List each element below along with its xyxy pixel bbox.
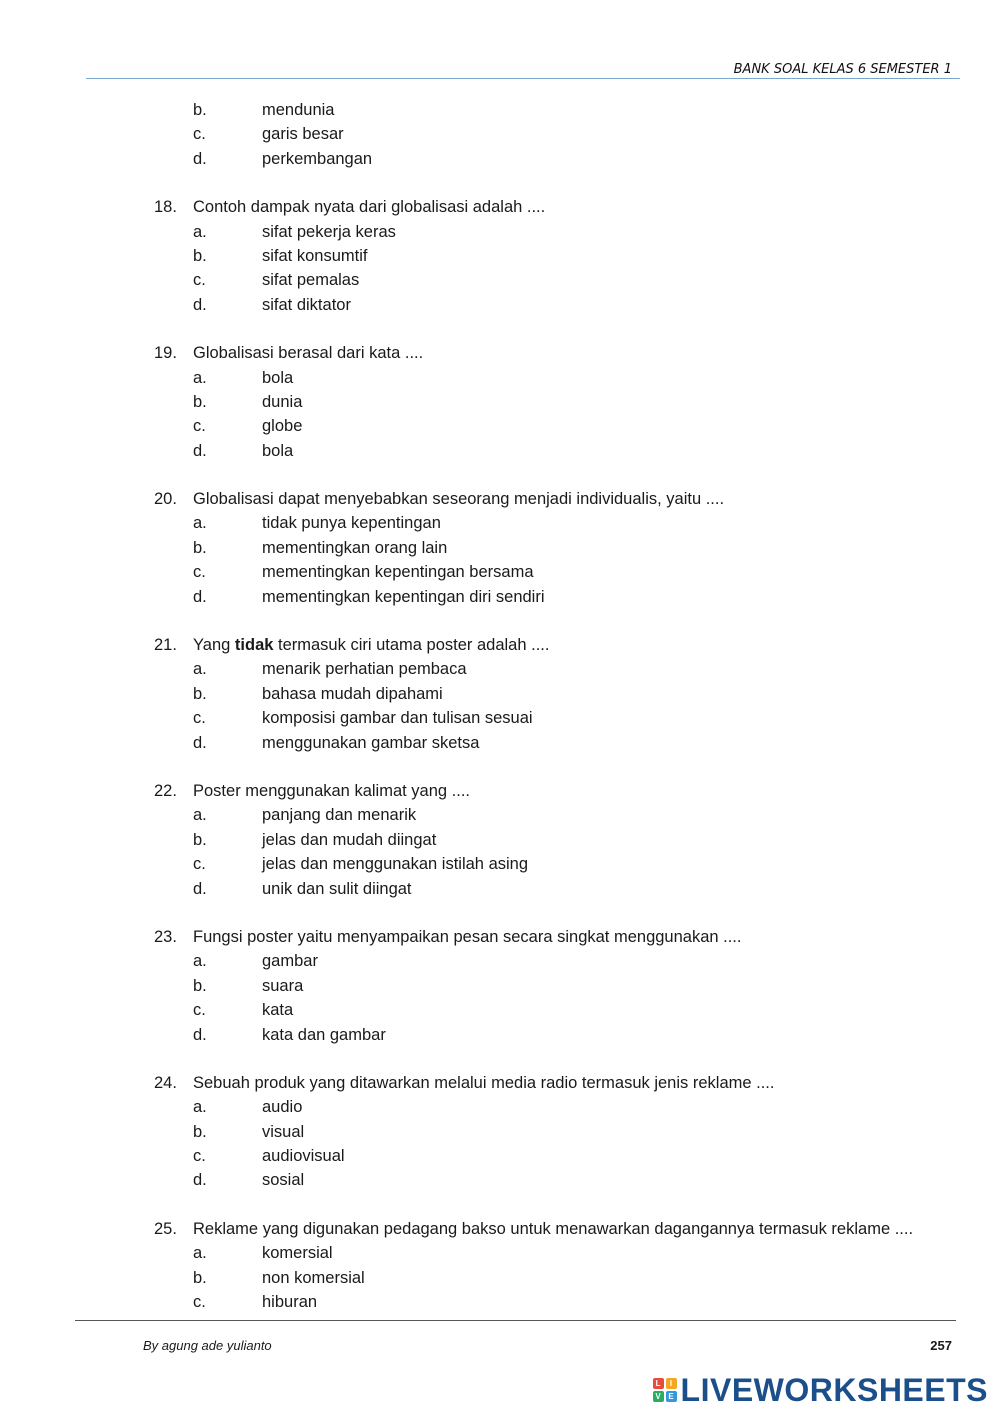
option-text: sosial (262, 1171, 305, 1190)
option-row (0, 828, 1000, 852)
option-letter: d. (193, 1171, 207, 1190)
option-row (0, 585, 1000, 609)
option-row (0, 1290, 1000, 1314)
option-letter: d. (193, 441, 207, 460)
option-row (0, 1168, 1000, 1192)
option-row (0, 949, 1000, 973)
option-text: audio (262, 1098, 303, 1117)
option-letter: d. (193, 149, 207, 168)
option-row (0, 1144, 1000, 1168)
question-text: Globalisasi dapat menyebabkan seseorang menjadi individualis, yaitu .... (193, 490, 725, 509)
liveworksheets-logo-icon (653, 1378, 677, 1402)
question-stem (0, 195, 1000, 219)
option-letter: c. (193, 1147, 206, 1166)
option-text: suara (262, 976, 304, 995)
page-header-title: BANK SOAL KELAS 6 SEMESTER 1 (733, 62, 952, 77)
question-stem (0, 341, 1000, 365)
option-row (0, 414, 1000, 438)
question-text: Contoh dampak nyata dari globalisasi adalah .... (193, 198, 546, 217)
question-text (193, 633, 549, 657)
continued-options (0, 98, 1000, 171)
option-text: visual (262, 1122, 305, 1141)
option-text: hiburan (262, 1293, 318, 1312)
option-letter: a. (193, 952, 207, 971)
question-20 (0, 487, 1000, 609)
question-text: Fungsi poster yaitu menyampaikan pesan secara singkat menggunakan .... (193, 927, 742, 946)
option-letter: c. (193, 855, 206, 874)
option-text: sifat diktator (262, 295, 351, 314)
option-row (0, 390, 1000, 414)
option-letter: a. (193, 222, 207, 241)
option-letter: d. (193, 1025, 207, 1044)
stem-emphasis: tidak (234, 636, 274, 655)
option-text: kata (262, 1001, 294, 1020)
option-text: mementingkan orang lain (262, 538, 448, 557)
option-row (0, 706, 1000, 730)
option-text: sifat pekerja keras (262, 222, 396, 241)
option-row (0, 511, 1000, 535)
option-text: gambar (262, 952, 318, 971)
option-letter: c. (193, 271, 206, 290)
option-letter: c. (193, 563, 206, 582)
option-letter: a. (193, 660, 207, 679)
option-row (0, 1095, 1000, 1119)
option-letter: c. (193, 1293, 206, 1312)
question-list (0, 98, 1000, 1338)
option-letter: c. (193, 417, 206, 436)
question-24 (0, 1071, 1000, 1193)
option-row (0, 731, 1000, 755)
option-row (0, 560, 1000, 584)
option-row (0, 1241, 1000, 1265)
question-text: Reklame yang digunakan pedagang bakso untuk menawarkan dagangannya termasuk reklame .... (193, 1219, 914, 1238)
question-stem (0, 925, 1000, 949)
option-text: menggunakan gambar sketsa (262, 733, 480, 752)
question-25 (0, 1217, 1000, 1315)
option-letter: b. (193, 538, 207, 557)
option-letter: b. (193, 392, 207, 411)
option-row (0, 974, 1000, 998)
question-stem (0, 1071, 1000, 1095)
option-letter: d. (193, 733, 207, 752)
option-row (0, 439, 1000, 463)
option-letter: d. (193, 879, 207, 898)
option-text: mementingkan kepentingan bersama (262, 563, 534, 582)
option-letter: a. (193, 806, 207, 825)
option-text: mementingkan kepentingan diri sendiri (262, 587, 545, 606)
option-letter: c. (193, 709, 206, 728)
option-row (0, 852, 1000, 876)
question-21 (0, 633, 1000, 755)
question-number: 20. (154, 490, 177, 509)
option-text: panjang dan menarik (262, 806, 417, 825)
question-23 (0, 925, 1000, 1047)
option-letter: b. (193, 1268, 207, 1287)
option-row (0, 147, 1000, 171)
option-letter: b. (193, 976, 207, 995)
option-letter: b. (193, 101, 207, 119)
option-text: tidak punya kepentingan (262, 514, 441, 533)
option-text: bola (262, 441, 294, 460)
option-row (0, 98, 1000, 122)
option-row (0, 244, 1000, 268)
option-text: komersial (262, 1244, 333, 1263)
option-text: sifat pemalas (262, 271, 360, 290)
option-text: bahasa mudah dipahami (262, 684, 443, 703)
footer-author: By agung ade yulianto (143, 1338, 272, 1353)
option-letter: c. (193, 1001, 206, 1020)
option-text: jelas dan mudah diingat (262, 830, 437, 849)
page-number: 257 (930, 1338, 952, 1353)
option-row (0, 998, 1000, 1022)
question-number: 18. (154, 198, 177, 217)
option-letter: c. (193, 125, 206, 144)
question-number: 19. (154, 344, 177, 363)
option-row (0, 293, 1000, 317)
option-text: menarik perhatian pembaca (262, 660, 467, 679)
option-row (0, 803, 1000, 827)
option-text: sifat konsumtif (262, 246, 368, 265)
brand-name: LIVEWORKSHEETS (680, 1371, 988, 1408)
logo-cell: V (653, 1391, 664, 1402)
option-text: mendunia (262, 101, 335, 119)
stem-part-after: termasuk ciri utama poster adalah .... (273, 636, 550, 655)
question-text: Globalisasi berasal dari kata .... (193, 344, 424, 363)
option-text: unik dan sulit diingat (262, 879, 412, 898)
question-text: Poster menggunakan kalimat yang .... (193, 781, 470, 800)
stem-part-before: Yang (193, 636, 235, 655)
question-19 (0, 341, 1000, 463)
option-text: jelas dan menggunakan istilah asing (262, 855, 529, 874)
liveworksheets-brand[interactable] (653, 1372, 988, 1408)
question-number: 24. (154, 1073, 177, 1092)
question-stem (0, 779, 1000, 803)
option-letter: d. (193, 587, 207, 606)
option-letter: b. (193, 830, 207, 849)
option-row (0, 1023, 1000, 1047)
option-text: komposisi gambar dan tulisan sesuai (262, 709, 533, 728)
footer-divider (75, 1320, 956, 1321)
question-18 (0, 195, 1000, 317)
option-row (0, 220, 1000, 244)
question-number: 23. (154, 927, 177, 946)
option-row (0, 682, 1000, 706)
question-number: 25. (154, 1219, 177, 1238)
logo-cell: E (666, 1391, 677, 1402)
option-row (0, 366, 1000, 390)
header-divider (86, 78, 960, 79)
question-text: Sebuah produk yang ditawarkan melalui media radio termasuk jenis reklame .... (193, 1073, 775, 1092)
option-letter: b. (193, 1122, 207, 1141)
option-text: bola (262, 368, 294, 387)
option-text: kata dan gambar (262, 1025, 386, 1044)
logo-cell: L (653, 1378, 664, 1389)
option-letter: a. (193, 514, 207, 533)
option-row (0, 1120, 1000, 1144)
question-stem (0, 1217, 1000, 1241)
option-row (0, 657, 1000, 681)
option-text: garis besar (262, 125, 344, 144)
question-number: 21. (154, 636, 177, 655)
option-letter: a. (193, 1098, 207, 1117)
question-22 (0, 779, 1000, 901)
option-row (0, 268, 1000, 292)
option-letter: b. (193, 684, 207, 703)
option-row (0, 1266, 1000, 1290)
option-text: perkembangan (262, 149, 373, 168)
option-letter: b. (193, 246, 207, 265)
option-text: globe (262, 417, 303, 436)
option-row (0, 536, 1000, 560)
option-letter: a. (193, 1244, 207, 1263)
option-text: audiovisual (262, 1147, 345, 1166)
option-letter: a. (193, 368, 207, 387)
question-stem (0, 487, 1000, 511)
logo-cell: I (666, 1378, 677, 1389)
question-stem (0, 633, 1000, 657)
option-text: non komersial (262, 1268, 365, 1287)
option-letter: d. (193, 295, 207, 314)
option-row (0, 122, 1000, 146)
option-row (0, 877, 1000, 901)
option-text: dunia (262, 392, 303, 411)
question-number: 22. (154, 781, 177, 800)
